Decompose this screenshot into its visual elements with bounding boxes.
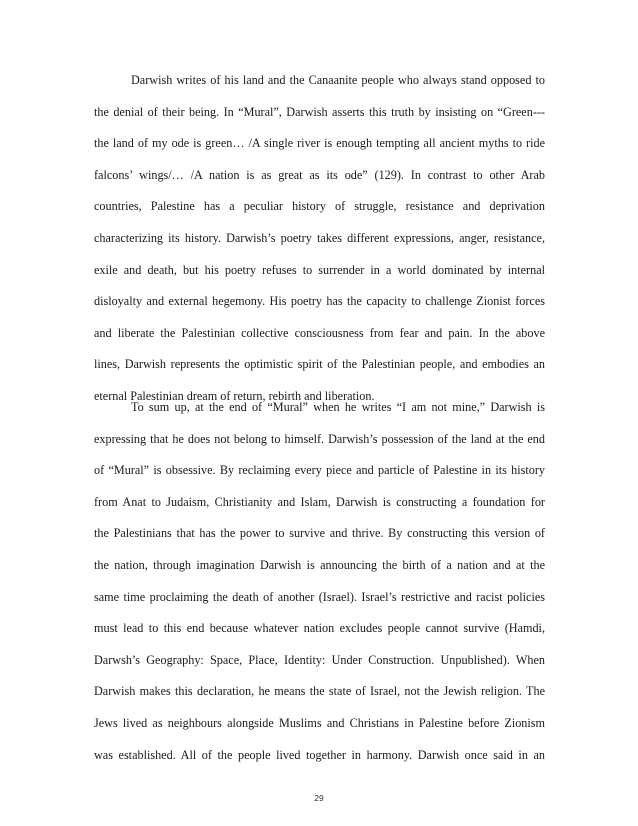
- text-line: must lead to this end because whatever nation excludes people cannot survive (Hamdi,: [94, 621, 545, 636]
- page-number: 29: [314, 793, 324, 803]
- text-line: characterizing its history. Darwish’s poetry takes different expressions, anger, resistance,: [94, 230, 545, 245]
- text-line: from Anat to Judaism, Christianity and Islam, Darwish is constructing a foundation for: [94, 494, 545, 509]
- text-line: countries, Palestine has a peculiar history of struggle, resistance and deprivation: [94, 199, 545, 214]
- text-line: To sum up, at the end of “Mural” when he writes “I am not mine,” Darwish is: [131, 400, 545, 414]
- text-line: Darwsh’s Geography: Space, Place, Identity: Under Construction. Unpublished). When: [94, 652, 545, 667]
- paragraph-2: [94, 399, 545, 778]
- text-line: and liberate the Palestinian collective consciousness from fear and pain. In the above: [94, 325, 545, 340]
- text-line: exile and death, but his poetry refuses to surrender in a world dominated by internal: [94, 262, 545, 277]
- text-line: the land of my ode is green… /A single river is enough tempting all ancient myths to ride: [94, 136, 545, 151]
- text-line: eternal Palestinian dream of return, rebirth and liberation.: [94, 388, 375, 403]
- text-line: Darwish writes of his land and the Canaanite people who always stand opposed to: [131, 73, 545, 87]
- text-line: Jews lived as neighbours alongside Muslims and Christians in Palestine before Zionism: [94, 715, 545, 730]
- text-line: expressing that he does not belong to himself. Darwish’s possession of the land at the end: [94, 431, 545, 446]
- text-line: lines, Darwish represents the optimistic spirit of the Palestinian people, and embodies an: [94, 357, 545, 372]
- text-line: falcons’ wings/… /A nation is as great as its ode” (129). In contrast to other Arab: [94, 167, 545, 182]
- text-line: was established. All of the people lived together in harmony. Darwish once said in an: [94, 747, 545, 762]
- text-line: the Palestinians that has the power to survive and thrive. By constructing this version of: [94, 526, 545, 541]
- text-line: Darwish makes this declaration, he means the state of Israel, not the Jewish religion. The: [94, 684, 545, 699]
- text-line: disloyalty and external hegemony. His poetry has the capacity to challenge Zionist forces: [94, 294, 545, 309]
- text-line: same time proclaiming the death of another (Israel). Israel’s restrictive and racist policies: [94, 589, 545, 604]
- text-line: the nation, through imagination Darwish is announcing the birth of a nation and at the: [94, 557, 545, 572]
- text-line: the denial of their being. In “Mural”, Darwish asserts this truth by insisting on “Green---: [94, 104, 545, 119]
- text-line: of “Mural” is obsessive. By reclaiming every piece and particle of Palestine in its history: [94, 463, 545, 478]
- paragraph-1: [94, 72, 545, 420]
